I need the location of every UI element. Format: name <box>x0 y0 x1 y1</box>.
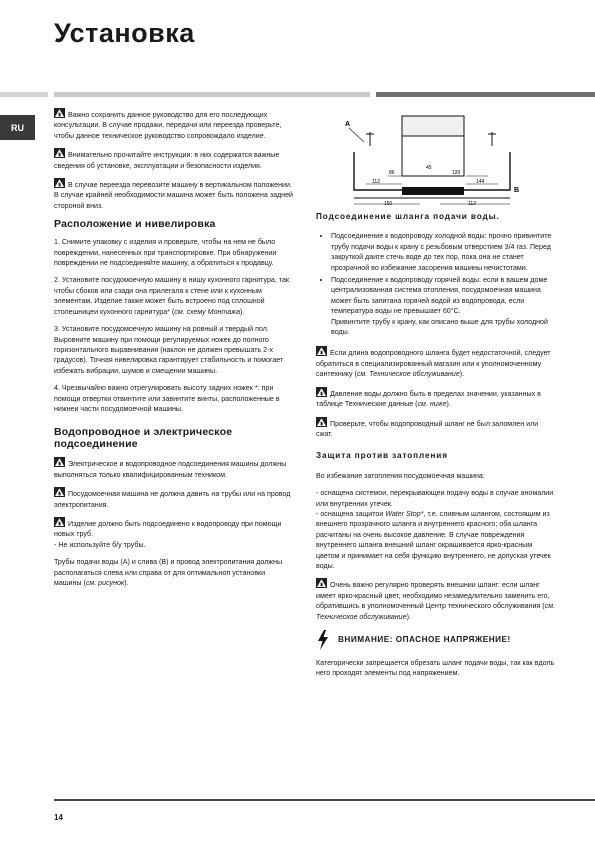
paragraph-new-pipes <box>54 517 294 550</box>
warning-hand-icon <box>54 148 65 158</box>
paragraph-water-pressure-ref: см. ниже <box>417 400 447 409</box>
heading-levelling: Расположение и нивелировка <box>54 218 216 231</box>
step-3: 3. Установите посудомоечную машину на ровный и твердый пол. Выровните машину при помощи регулируемых ножек до полного горизонтального выравнивания (наклон не должен превышать 2-х градусов). Точная нивелировка гарантирует стабильность и помогает избежать вибрации, шумов и смещении машины. <box>54 325 284 375</box>
dim-86: 86 <box>389 170 395 176</box>
paragraph-hose-length-text: Если длина водопроводного шланга будет недостаточной, следует обратиться в специализированный магазин или к уполномоченному сантехнику ( <box>316 349 551 379</box>
paragraph-keep-manual <box>54 108 294 141</box>
left-tap-icon <box>366 132 374 146</box>
paragraph-check-hose-end: ). <box>406 612 411 621</box>
language-tab: RU <box>0 115 35 140</box>
warning-hand-icon <box>316 417 327 427</box>
paragraph-hose-kink-text: Проверьте, чтобы водопроводный шланг не был заломлен или сжат. <box>316 419 539 438</box>
paragraph-hose-length-ref: см. Техническое обслуживание <box>356 370 460 379</box>
installation-diagram <box>340 112 520 214</box>
paragraph-pipe-position-ref: см. рисунок <box>85 579 125 587</box>
paragraph-no-used-pipes: - Не используйте б/у трубы. <box>54 540 146 549</box>
paragraph-water-pressure-text: Давление воды должно быть в пределах значении, указанных в таблице Технические данные ( <box>316 389 541 409</box>
warning-hand-icon <box>316 578 327 588</box>
paragraph-read-instructions-text: Внимательно прочитайте инструкции: в них содержатся важные сведения об установке, эксплуатации и безопасности изделия. <box>54 151 280 170</box>
heading-water-inlet: Подсоединение шланга подачи воды. <box>316 212 500 221</box>
list-item-hot-water-note: Привинтите трубу к крану, как описано выше для трубы холодной воды. <box>331 317 548 337</box>
paragraph-transport-text: В случае переезда перевозите машину в вертикальном положении. В случае крайней необходимости машина может быть положена задней стороной вниз. <box>54 181 293 210</box>
inlet-list <box>316 231 556 337</box>
paragraph-water-stop-text: - оснащена защитои <box>316 509 386 518</box>
paragraph-water-stop-ref: Water Stop* <box>385 509 424 518</box>
warning-hand-icon <box>54 517 65 527</box>
paragraph-hose-kink <box>316 417 556 440</box>
step-2-end: ). <box>240 307 245 316</box>
paragraph-pipe-position <box>54 557 294 588</box>
dishwasher-top <box>402 116 464 136</box>
paragraph-keep-manual-text: Важно сохранить данное руководство для его последующих консультации. В случае продажи, передачи или переезда проверьте, чтобы данное техническое руководство сопровождало изделие. <box>54 111 282 140</box>
paragraph-flood-system <box>316 488 556 509</box>
paragraph-hose-length-end: ). <box>459 370 465 379</box>
paragraph-flood-intro: Во избежание затопления посудомоечная машина: <box>316 471 485 480</box>
heading-water-electric: Водопроводное и электрическое подсоединение <box>54 426 233 451</box>
warning-hand-icon <box>316 346 327 356</box>
paragraph-transport <box>54 178 294 211</box>
paragraph-pipe-position-text: Трубы подачи воды (A) и слива (B) и провод электропитания должны располагаться слева или справа от для оптимальноп установки машины ( <box>54 558 283 587</box>
drain-pipe-right <box>464 152 510 190</box>
step-2-ref: см. схему Монтажа <box>174 307 241 316</box>
paragraph-check-hose <box>316 578 556 622</box>
paragraph-do-not-cut: Категорически запрещается обрезать шланг подачи воды, так как вдоль него проходят элементы под напряжением. <box>316 659 555 678</box>
step-2 <box>54 275 294 317</box>
danger-warning-text: ВНИМАНИЕ: ОПАСНОЕ НАПРЯЖЕНИЕ! <box>338 634 511 644</box>
paragraph-water-stop-end: , т.е. сливным шлангом, состоящим из внешнего прозрачного шланга и внутреннего красного; оба шланга расчитаны на очень высокое давление. В случае повреждения внутреннего шланга внешний шланг окрашивается ярко-красным цветом и принимает на себя функцию внутреннего, не допуская утечек воды. <box>316 509 551 570</box>
step-1: 1. Снимите упаковку с изделия и проверьте, чтобы на нем не было повреждении, нанесенных при транспортировке. При обнаружении повреждении не подсоединяйте машину, а обратиться к продавцу. <box>54 238 277 268</box>
step-4: 4. Чрезвычайно важно отрегулировать высоту задних ножек *: при помощи отвертки отвинтите или завинтите винты, расположенные в нижнеи части посудомоечной машины. <box>54 384 280 413</box>
paragraph-qualified-text: Электрическое и водопроводное подсоединения машины должны выполняться только квалифицированным техником. <box>54 460 287 479</box>
header-rule-dark <box>376 92 595 97</box>
paragraph-no-pressure-text: Посудомоечная машина не должна давить на трубы или на провод электропитания. <box>54 490 291 509</box>
warning-hand-icon <box>54 487 65 497</box>
label-a: A <box>345 121 351 128</box>
list-item-cold-water: • Подсоединение к водопроводу холодной воды: прочно привинтите трубу подачи воды к крану с резьбовым отверстием 3/4 газ. Перед закруткой даите стечь воде до тех пор, пока она не станет прозрачной во избежание засорения машины нечистотами. <box>331 231 556 273</box>
header-rule-light <box>54 92 370 97</box>
paragraph-qualified <box>54 457 294 480</box>
warning-hand-icon <box>54 457 65 467</box>
paragraph-pipe-position-end: ). <box>124 579 129 587</box>
left-column <box>54 108 294 595</box>
paragraph-check-hose-ref: см. Техническое обслуживание <box>316 602 556 621</box>
lightning-bolt-icon <box>316 630 330 650</box>
warning-hand-icon <box>316 387 327 397</box>
step-2-text: 2. Установите посудомоечную машину в нишу кухонного гарнитура, так чтобы сбоков или сзади она прилегала к стене или к кухонным элементам. Изделие также может быть встроено под сплошной столешницеи кухонного гарнитура* ( <box>54 276 290 316</box>
dim-45: 45 <box>426 165 432 171</box>
list-item-hot-water-text: Подсоединение к водопроводу горячей воды: если в вашем доме централизованная система отопления, посудомоечная машина может быть запитана горячей водой из водопровода, если температура воды не превышает 60°C. <box>331 276 548 316</box>
page-number: 14 <box>54 813 63 822</box>
right-column <box>316 212 556 686</box>
danger-warning <box>316 630 556 650</box>
paragraph-water-stop <box>316 509 556 571</box>
dim-120: 120 <box>452 170 461 176</box>
footer-rule <box>54 799 595 801</box>
dim-112-left: 112 <box>372 179 380 185</box>
paragraph-check-hose-text: Очень важно регулярно проверять внешнии шланг: если шланг имеет ярко-красный цвет, необходимо незамедлительно заменить его, обратившись в уполномоченный Центр технического обслуживания ( <box>316 581 550 611</box>
warning-hand-icon <box>54 178 65 188</box>
paragraph-flood-system-text: - оснащена системои, перекрывающеи подачу воды в случае аномалии или внутренних утечек. <box>316 489 554 508</box>
header-rule-left <box>0 92 48 97</box>
paragraph-water-pressure <box>316 387 556 410</box>
dim-112-right: 112 <box>468 201 476 207</box>
paragraph-no-pressure <box>54 487 294 510</box>
dim-144: 144 <box>476 179 485 185</box>
paragraph-water-pressure-end: ). <box>446 400 451 409</box>
paragraph-hose-length <box>316 346 556 379</box>
list-item-hot-water <box>331 275 556 337</box>
paragraph-read-instructions <box>54 148 294 171</box>
heading-flood-protection: Защита против затопления <box>316 451 448 461</box>
label-b: B <box>514 187 520 194</box>
paragraph-new-pipes-text: Изделие должно быть подсоединено к водопроводу при помощи новых труб. <box>54 519 282 539</box>
dim-150: 150 <box>384 201 393 207</box>
page-title: Установка <box>54 18 195 48</box>
warning-hand-icon <box>54 108 65 118</box>
right-tap-icon <box>488 132 496 146</box>
dishwasher-base <box>402 187 464 195</box>
